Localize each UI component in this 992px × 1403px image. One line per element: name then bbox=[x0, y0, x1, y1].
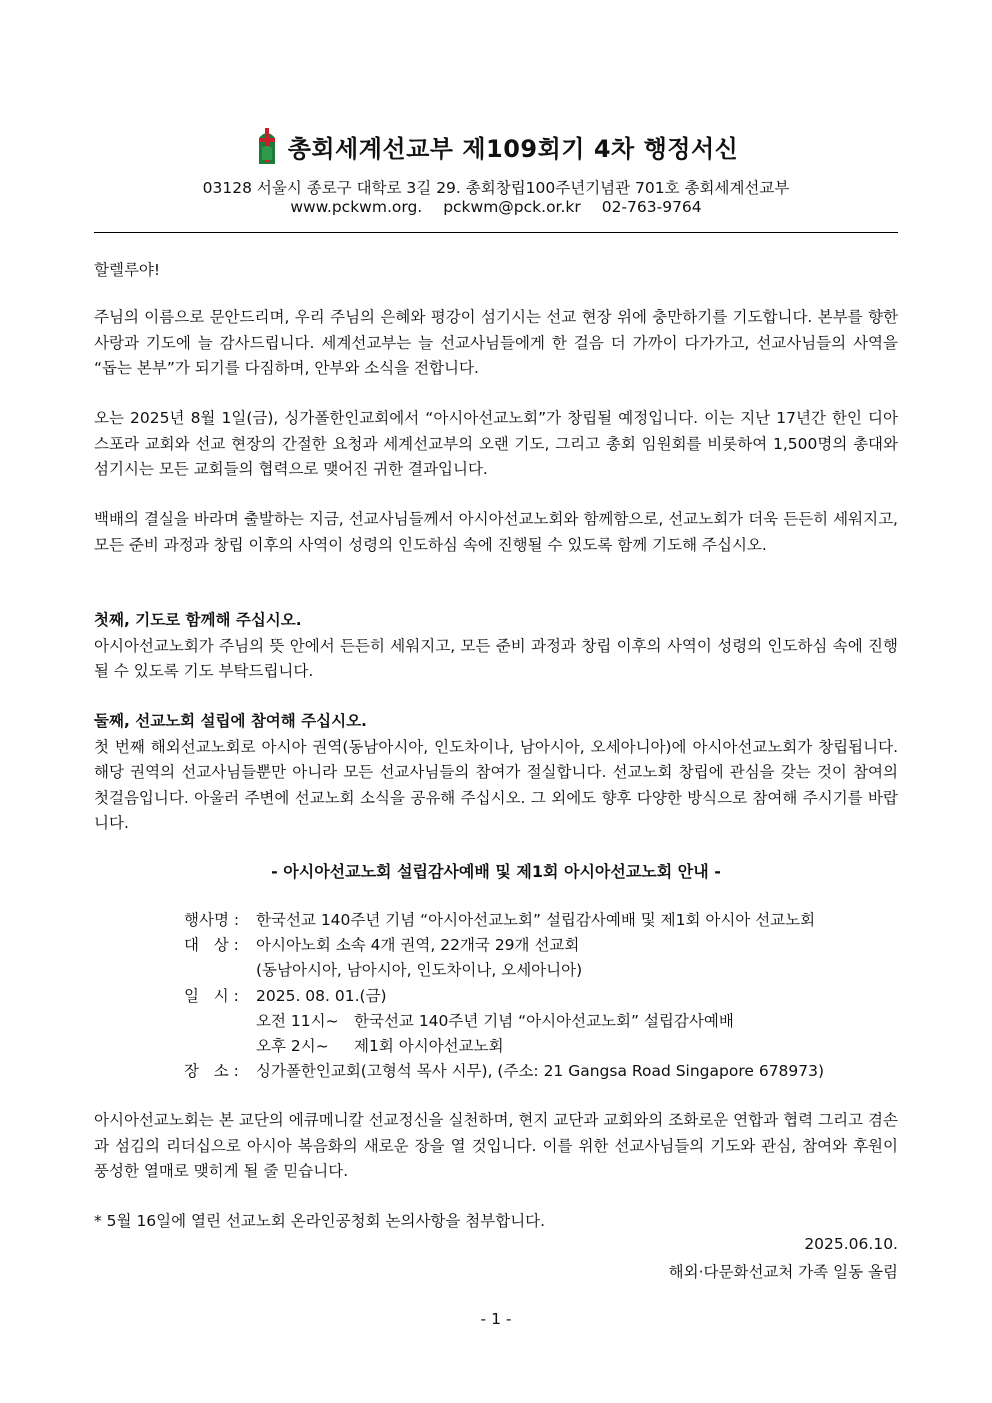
event-place-value: 싱가폴한인교회(고형석 목사 시무), (주소: 21 Gangsa Road Singapore 678973) bbox=[256, 1062, 825, 1081]
section-participation-text: 첫 번째 해외선교노회로 아시아 권역(동남아시아, 인도차이나, 남아시아, 오세아니아)에 아시아선교노회가 창립됩니다. 해당 권역의 선교사님들뿐만 아니라 모든 선교사님들의 참여가 절실합니다. 선교노회 창립에 관심을 갖는 것이 참여의 첫걸음입니다. 아울러 주변에 선교노회 소식을 공유해 주십시오. 그 외에도 향후 다양한 방식으로 참여해 주시기를 바랍니다. bbox=[94, 737, 898, 832]
header-divider bbox=[94, 232, 898, 233]
church-logo-icon bbox=[254, 126, 280, 166]
section-prayer-text: 아시아선교노회가 주님의 뜻 안에서 든든히 세워지고, 모든 준비 과정과 창립 이후의 사역이 성령의 인도하심 속에 진행될 수 있도록 기도 부탁드립니다. bbox=[94, 636, 898, 680]
paragraph-prayer: 백배의 결실을 바라며 출발하는 지금, 선교사님들께서 아시아선교노회와 함께함으로, 선교노회가 더욱 든든히 세워지고, 모든 준비 과정과 창립 이후의 사역이 성령의 인도하심 속에 진행될 수 있도록 함께 기도해 주십시오. bbox=[94, 510, 898, 554]
phone-number: 02-763-9764 bbox=[601, 198, 702, 216]
letter-date: 2025.06.10. bbox=[804, 1235, 898, 1253]
paragraph-founding: 오는 2025년 8월 1일(금), 싱가폴한인교회에서 “아시아선교노회”가 창립될 예정입니다. 이는 지난 17년간 한인 디아스포라 교회와 선교 현장의 간절한 요청과 세계선교부의 오랜 기도, 그리고 총회 임원회를 비롯하여 1,500명의 총대와 섬기시는 모든 교회들의 협력으로 맺어진 귀한 결과입니다. bbox=[94, 409, 898, 478]
event-target-label: 대 상 : bbox=[184, 936, 239, 955]
website-link[interactable]: www.pckwm.org. bbox=[290, 198, 423, 216]
document-title: 총회세계선교부 제109회기 4차 행정서신 bbox=[287, 134, 739, 163]
event-date-label: 일 시 : bbox=[184, 986, 239, 1005]
event-target-value: 아시아노회 소속 4개 권역, 22개국 29개 선교회 bbox=[256, 936, 580, 955]
section-participation-heading: 둘째, 선교노회 설립에 참여해 주십시오. bbox=[94, 712, 367, 730]
greeting: 할렐루야! bbox=[94, 261, 161, 279]
section-participation bbox=[94, 709, 898, 837]
title-row bbox=[0, 124, 992, 168]
section-prayer-heading: 첫째, 기도로 함께해 주십시오. bbox=[94, 611, 302, 629]
contact-line bbox=[0, 198, 992, 216]
email-link[interactable]: pckwm@pck.or.kr bbox=[443, 198, 581, 216]
event-time2-desc: 제1회 아시아선교노회 bbox=[354, 1037, 504, 1056]
event-time2: 오후 2시~ bbox=[256, 1037, 329, 1056]
event-place-label: 장 소 : bbox=[184, 1062, 239, 1081]
signature: 해외·다문화선교처 가족 일동 올림 bbox=[668, 1263, 898, 1281]
event-date-value: 2025. 08. 01.(금) bbox=[256, 986, 387, 1005]
attachment-note: * 5월 16일에 열린 선교노회 온라인공청회 논의사항을 첨부합니다. bbox=[94, 1212, 546, 1230]
page-number: - 1 - bbox=[480, 1310, 512, 1328]
event-date-row bbox=[184, 984, 824, 1009]
event-time1: 오전 11시~ bbox=[256, 1011, 339, 1030]
event-target-sub: (동남아시아, 남아시아, 인도차이나, 오세아니아) bbox=[256, 961, 583, 980]
address-line: 03128 서울시 종로구 대학로 3길 29. 총회창립100주년기념관 701호 총회세계선교부 bbox=[202, 179, 790, 197]
event-name-label: 행사명 : bbox=[184, 911, 240, 929]
notice-title: - 아시아선교노회 설립감사예배 및 제1회 아시아선교노회 안내 - bbox=[271, 862, 721, 881]
event-target-row bbox=[184, 933, 824, 958]
paragraph-intro: 주님의 이름으로 문안드리며, 우리 주님의 은혜와 평강이 섬기시는 선교 현장 위에 충만하기를 기도합니다. 본부를 향한 사랑과 기도에 늘 감사드립니다. 세계선교부는 늘 선교사님들에게 한 걸음 더 가까이 다가가고, 선교사님들의 사역을 “돕는 본부”가 되기를 다짐하며, 안부와 소식을 전합니다. bbox=[94, 308, 898, 377]
event-time2-row bbox=[184, 1034, 824, 1059]
event-place-row bbox=[184, 1059, 824, 1084]
paragraph-closing: 아시아선교노회는 본 교단의 에큐메니칼 선교정신을 실천하며, 현지 교단과 교회와의 조화로운 연합과 협력 그리고 겸손과 섬김의 리더십으로 아시아 복음화의 새로운 장을 열 것입니다. 이를 위한 선교사님들의 기도와 관심, 참여와 후원이 풍성한 열매로 맺히게 될 줄 믿습니다. bbox=[94, 1111, 898, 1180]
section-prayer bbox=[94, 608, 898, 685]
event-time1-row bbox=[184, 1009, 824, 1034]
event-name-row bbox=[184, 908, 824, 933]
event-name-value: 한국선교 140주년 기념 “아시아선교노회” 설립감사예배 및 제1회 아시아 선교노회 bbox=[256, 911, 816, 929]
event-details bbox=[184, 908, 824, 1084]
event-time1-desc: 한국선교 140주년 기념 “아시아선교노회” 설립감사예배 bbox=[354, 1011, 734, 1030]
